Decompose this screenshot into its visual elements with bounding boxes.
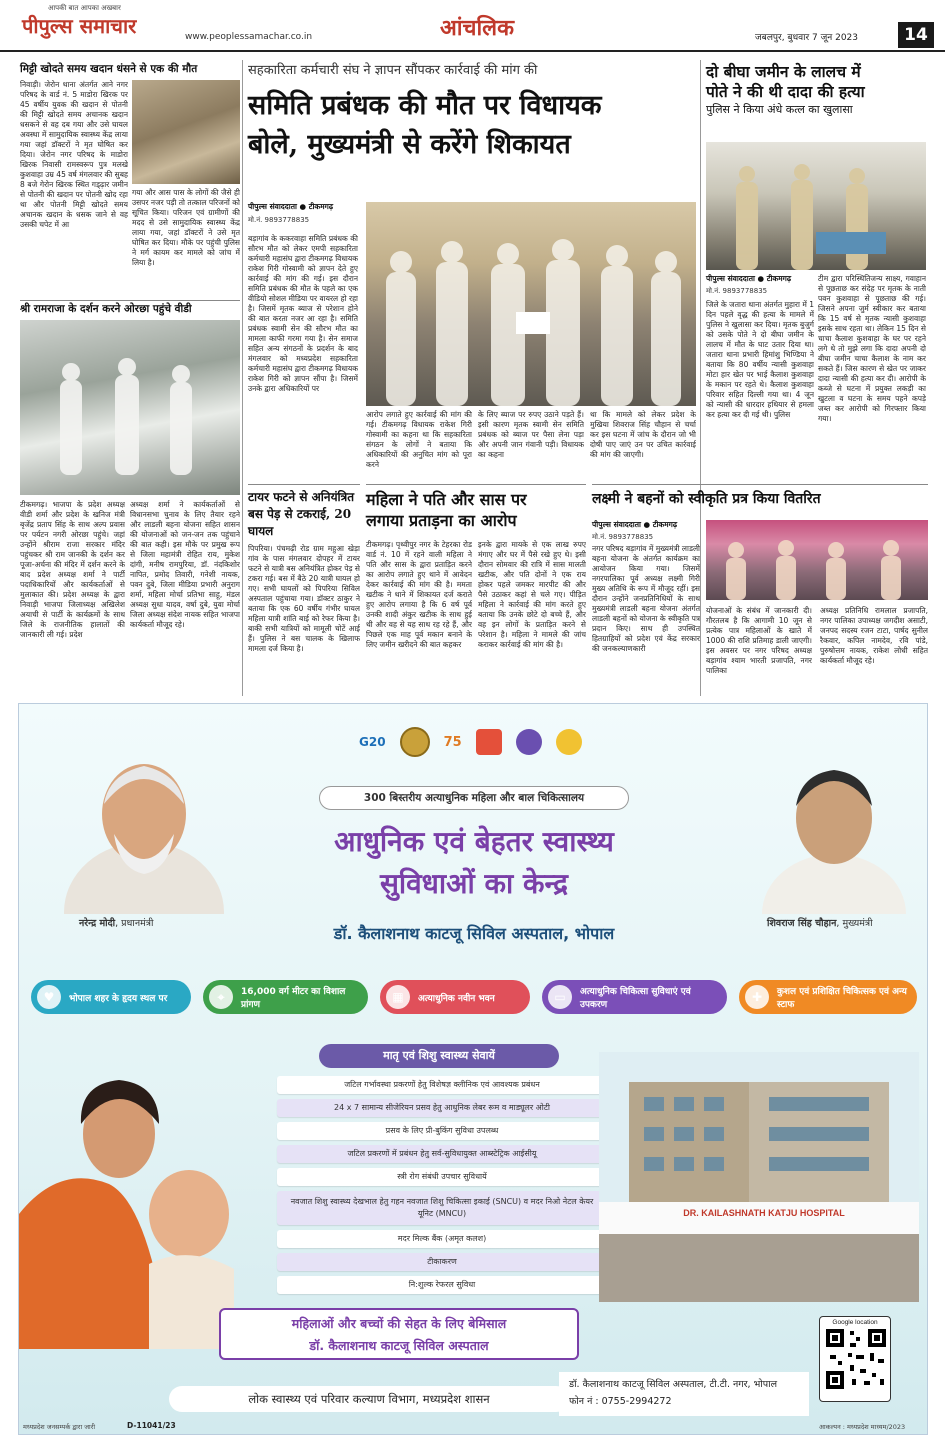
map-pin-icon: ⌖ [209, 985, 233, 1009]
masthead [0, 0, 945, 52]
headline: टायर फटने से अनियंत्रित बस पेड़ से टकराई, 20 घायल [248, 490, 355, 538]
article-text: अध्यक्ष प्रतिनिधि रामलाल प्रजापति, नगर पालिका उपाध्यक्ष जगदीश असाटी, जनपद सदस्य रजन टाटा, पार्षद सुनील रैकवार, कपिल नामदेव, रवि पांडे, पुरुषोत्तम नायक, राकेश लोधी सहित कार्यकर्ता मौजूद रहे। [820, 606, 928, 665]
feature-building [380, 980, 530, 1014]
photo-mother-child [19, 1044, 249, 1349]
building-sign: DR. KAILASHNATH KATJU HOSPITAL [683, 1208, 845, 1218]
article-text: टीकमगढ़। पृथ्वीपुर नगर के टेहरका रोड वार्ड नं. 10 में रहने वाली महिला ने पति और सास के द्वारा प्रताड़ित करने का आरोप लगाते हुए थाने में आवेदन देकर कार्रवाई की मांग की है। ममता खटीक ने थाने में शिकायत दर्ज कराते हुए आरोप लगाया है कि 6 वर्ष पूर्व उनकी शादी अंकुर खटीक के साथ हुई थी और वह से यह साथ रह रहे हैं, और पिछले एक माह पूर्व मकान बनाने के लिए जमीन खरीदने की बात कहकर [366, 540, 472, 649]
headline: श्री रामराजा के दर्शन करने ओरछा पहुंचे वीडी [20, 303, 192, 315]
tagline-box [219, 1308, 579, 1360]
story-orchha-visit [20, 302, 240, 692]
heart-pin-icon: ♥ [37, 985, 61, 1009]
logo-tagline: आपकी बात आपका अखबार [48, 4, 121, 12]
feature-row [31, 980, 917, 1014]
issuer-note: मध्यप्रदेश जनसम्पर्क द्वारा जारी [23, 1423, 96, 1431]
banner-pill: 300 बिस्तरीय अत्याधुनिक महिला और बाल चिकित्सालय [319, 786, 629, 810]
service-item: मदर मिल्क बैंक (अमृत कलश) [277, 1230, 607, 1248]
article-text: नगर परिषद बड़ागांव में मुख्यमंत्री लाडली बहना योजना के अंतर्गत कार्यक्रम का आयोजन किया गया। जिसमें नगरपालिका पूर्व अध्यक्ष लक्ष्मी गिरी मुख्य अतिथि के रूप में मौजूद रहीं। इस दौरान उन्होंने जनप्रतिनिधियों के साथ मुख्यमंत्री लाडली बहना योजना अंतर्गत लाडली बहनों को योजना के स्वीकृति पत्र प्रदान किए। साथ ही उपस्थित हितग्राहियों को प्रदेश एवं केंद्र सरकार की जनकल्याणकारी [592, 544, 700, 653]
article-text: निवाड़ी। जेरोन थाना अंतर्गत आने नगर परिषद के वार्ड नं. 5 माडोरा खिरक पर 45 वर्षीय युवक की खदान से पोतनी की मिट्टी खोदते समय अचानक खदान धसकने से वह दब गया और उसे घायल अवस्था में सामुदायिक स्वास्थ्य केंद्र लाया गया जहां डॉक्टरों ने मृत घोषित कर दिया। जेरोन नगर परिषद के माडोरा खिरक निवासी रामस्वरूप पुत्र मलखे कुशवाहा उम्र 45 वर्ष मंगलवार की सुबह 8 बजे गेरोन खिरक स्थित गड्ढ़ार जमीन से पोतनी की खदान पर पोतनी खोद रहा था और पोतनी मिट्टी खोदते समय अचानक खदान के धसक जाने से वह उसकी चपेट में आ [20, 80, 128, 229]
byline: पीपुल्स संवाददाता ● टीकमगढ़ [706, 274, 792, 283]
photo-women-silhouettes [706, 520, 928, 600]
feature-staff [739, 980, 917, 1014]
tagline: महिलाओं और बच्चों की सेहत के लिए बेमिसाल [291, 1316, 507, 1331]
subheadline: पुलिस ने किया अंधे कत्ल का खुलासा [706, 103, 853, 116]
story-harassment [366, 484, 586, 694]
cm-portrait-illustration [759, 744, 909, 914]
website-url[interactable]: www.peoplessamachar.co.in [185, 32, 313, 42]
pm-portrait-illustration [59, 734, 229, 914]
service-item: स्त्री रोग संबंधी उपचार सुविधायें [277, 1168, 607, 1186]
headline: मिट्टी खोदते समय खदान धंसने से एक की मौत [20, 63, 198, 75]
services-list [277, 1076, 607, 1304]
article-text: पिपरिया। पंचमढ़ी रोड ग्राम महुआ खेड़ा गांव के पास मंगलवार दोपहर में टायर फटने से यात्री बस अनियंत्रित होकर पेड़ से टकरा गई। बस में बैठे 20 यात्री घायल हो गए। सभी घायलों को पिपरिया सिविल अस्पताल पहुंचाया गया। डॉक्टर ठाकुर ने बताया कि एक 60 वर्षीय गंभीर घायल महिला यात्री शांति बाई को रेफर किया है। बाकी सभी यात्रियों को मामूली चोटें आई हैं। पुलिस ने बस चालक के खिलाफ मामला दर्ज किया है। [248, 544, 360, 653]
article-text: टीकमगढ़। भाजपा के प्रदेश अध्यक्ष वीडी शर्मा और प्रदेश के खनिज मंत्री बृजेंद्र प्रताप सिंह के साथ अल्प प्रवास पर पर्यटन नगरी ओरछा पहुंचे। जहां उन्होंने श्रीराम राजा सरकार मंदिर पहुंचकर श्री राम जानकी के दर्शन कर पूजा-अर्चना की मंदिर में दर्शन करने के बाद प्रदेश अध्यक्ष शर्मा ने पार्टी पदाधिकारियों और कार्यकर्ताओं से मुलाकात की। प्रदेश अध्यक्ष के द्वारा निवाड़ी भाजपा जिलाध्यक्ष अखिलेश अयाची से पार्टी के कार्यक्रमों के साथ जिले के राजनीतिक हालातों की जानकारी ली गई। प्रदेश [20, 500, 125, 639]
pm-caption [79, 916, 239, 929]
article-text: था कि मामले को लेकर प्रदेश के मुखिया शिवराज सिंह चौहान से चर्चा कर इस घटना में जांच के दौरान जो भी दोषी पाए जाएं उन पर उचित कार्रवाई की मांग की जाएगी। [590, 410, 696, 459]
design-credit: आकल्पन : मध्यप्रदेश माध्यम/2023 [819, 1423, 906, 1431]
feature-campus [203, 980, 368, 1014]
story-divider [20, 300, 240, 301]
memorandum-paper [516, 312, 550, 334]
article-text: अध्यक्ष शर्मा ने कार्यकर्ताओं से विधानसभा चुनाव के लिए तैयार रहने और लाडली बहना योजना सहित शासन की योजनाओं को जन-जन तक पहुंचाने की बात कही। इस मौके पर प्रमुख रूप से जिला महामंत्री रोहित राय, मुकेश दांगी, मनीष रामपुरिया, डॉ. नंदकिशोर नापित, प्रमोद तिवारी, गनेशी नायक, पवन दुबे, जिला मीडिया प्रभारी अनुराग शर्मा, महिला मोर्चा प्रतिभा साहू, मंडल अध्यक्ष सुधा यादव, वर्षा दुबे, युवा मोर्चा जिला अध्यक्ष संदेश नायक सहित भाजपा कार्यकर्ता मौजूद रहे। [130, 500, 240, 629]
section-title: आंचलिक [440, 15, 514, 41]
g20-logo: G20 [359, 735, 386, 749]
photo-memorandum [366, 202, 696, 406]
article-text: योजनाओं के संबंध में जानकारी दी। गौरतलब है कि आगामी 10 जून से प्रत्येक पात्र महिलाओं के खाते में 1000 की राशि प्रतिमाह डाली जाएगी। इस अवसर पर नगर परिषद अध्यक्ष बड़ागांव श्याम भारती प्रजापति, नगर पालिका [706, 606, 812, 675]
photo-leaders-walking [20, 320, 240, 495]
article-text: आरोप लगाते हुए कार्रवाई की मांग की गई। टीकमगढ़ विधायक राकेश गिरी गोस्वामी का कहना था कि सहकारिता संगठन के लोगों ने बताया कि अधिकारियों की अनुचित मांग को पूरा करने [366, 410, 472, 469]
page-number: 14 [898, 22, 934, 48]
story-divider [248, 484, 360, 485]
pm-name: नरेन्द्र मोदी [79, 918, 116, 929]
government-logos [359, 724, 599, 760]
hospital-address: डॉ. कैलाशनाथ काटजू सिविल अस्पताल, टी.टी. नगर, भोपाल [569, 1379, 778, 1390]
photo-police-press [706, 142, 926, 270]
byline-box [592, 520, 700, 542]
hospital-phone[interactable]: फोन नं : 0755-2994272 [569, 1396, 672, 1407]
cm-name: शिवराज सिंह चौहान [767, 918, 837, 929]
story-divider [592, 484, 928, 485]
feature-label: कुशल एवं प्रशिक्षित चिकित्सक एवं अन्य स्टाफ [777, 987, 907, 1010]
qr-label: Google location [832, 1319, 878, 1326]
table-cloth [816, 232, 886, 254]
byline: पीपुल्स संवाददाता ● टीकमगढ़ [592, 520, 678, 529]
service-item: नवजात शिशु स्वास्थ्य देखभाल हेतु गहन नवजात शिशु चिकित्सा इकाई (SNCU) व मदर निओ नेटल केयर यूनिट (MNCU) [277, 1191, 607, 1225]
department-bar: लोक स्वास्थ्य एवं परिवार कल्याण विभाग, मध्यप्रदेश शासन [169, 1386, 569, 1412]
feature-label: 16,000 वर्ग मीटर का विशाल प्रांगण [241, 987, 346, 1010]
story-grandfather-murder [706, 62, 926, 482]
ayushman-logo-icon [516, 729, 542, 755]
article-text: बड़ागांव के ककरवाहा समिति प्रबंधक की सौरभ मौत को लेकर एमपी सहकारिता कर्मचारी महासंघ द्वारा टीकमगढ़ विधायक राकेश गिरी गोस्वामी को ज्ञापन देते हुए कार्रवाई की मांग की गई। इस दौरान समिति प्रबंधक की मौत के पहले का एक वीडियो सोशल मीडिया पर वायरल हो रहा है। जिसमें मृतक ब्याज से परेशान होने की बात करता नजर आ रहा है। समिति प्रबंधक स्वामी सेन की सौरभ मौत का मामला काफी गरमा गया है। सेन समाज सहित अन्य संगठनों के प्रदर्शन के बाद मंगलवार को मध्यप्रदेश सहकारिता कर्मचारी महासंघ द्वारा टीकमगढ़ विधायक राकेश गिरी को ज्ञापन सौंपा है। जिसमें उनके द्वारा अधिकारियों पर [248, 234, 358, 393]
byline: पीपुल्स संवाददाता ● टीकमगढ़ [248, 202, 334, 211]
kicker: सहकारिता कर्मचारी संघ ने ज्ञापन सौंपकर कार्रवाई की मांग की [248, 63, 538, 78]
newspaper-logo[interactable]: पीपुल्स समाचार [22, 14, 137, 38]
byline-box [248, 202, 358, 225]
story-laadli-behna [592, 484, 928, 694]
feature-label: अत्याधुनिक नवीन भवन [418, 993, 495, 1004]
article-text: इनके द्वारा मायके से एक लाख रुपए मंगाए और घर में पैसे रखे हुए थे। इसी दौरान सोमवार की रात्रि में सास मालती खटीक, और पति दोनों ने एक राय होकर पहले जमकर मारपीट की और पैसे उठाकर कहां से चले गए। पीड़ित महिला ने कार्रवाई की मांग करते हुए बताया कि उनके छोटे दो बच्चे हैं, और वह इन लोगों के प्रताड़ित करने से परेशान है। महिला ने मामले की जांच कराकर कार्रवाई की मांग की है। [478, 540, 586, 649]
tagline: डॉ. कैलाशनाथ काटजू सिविल अस्पताल [309, 1338, 489, 1353]
ad-title: आधुनिक एवं बेहतर स्वास्थ्य [334, 825, 614, 858]
reporter-mobile: मो.नं. 9893778835 [248, 216, 310, 224]
story-mine-collapse [20, 62, 240, 297]
ad-code: D-11041/23 [127, 1421, 176, 1430]
photo-group-silhouettes [366, 202, 696, 406]
service-item: नि:शुल्क रेफरल सुविधा [277, 1276, 607, 1294]
photo-distribution [706, 520, 928, 600]
portrait-pm [59, 734, 229, 914]
hospital-building-illustration [599, 1052, 919, 1302]
photo-mine-site [132, 80, 240, 184]
address-box [559, 1372, 809, 1416]
family-logo-icon [476, 729, 502, 755]
feature-label: अत्याधुनिक चिकित्सा सुविधाएं एवं उपकरण [580, 987, 691, 1010]
pm-role: , प्रधानमंत्री [115, 918, 154, 929]
headline: महिला ने पति और सास पर [366, 490, 527, 509]
building-graphic [599, 1052, 919, 1302]
story-divider [366, 484, 586, 485]
story-bus-accident [248, 484, 360, 694]
portrait-cm [759, 744, 909, 914]
ad-title: सुविधाओं का केन्द्र [379, 867, 569, 900]
hospital-advertisement[interactable] [18, 703, 928, 1435]
cm-caption [767, 916, 927, 929]
service-item: जटिल गर्भावस्था प्रकरणों हेतु विशेषज्ञ क्लीनिक एवं आवश्यक प्रबंधन [277, 1076, 607, 1094]
article-text: जिले के जतारा थाना अंतर्गत मुहारा में 1 दिन पहले वृद्ध की हत्या के मामले में पुलिस ने खुलासा कर दिया। मृतक बुजुर्ग को उसके पोते ने दो बीघा जमीन के लालच में मौत के घाट उतार दिया था। जतारा थाना प्रभारी हिमांशु भिण्डिया ने बताया कि 80 वर्षीय न्यासी कुशवाहा मोटा हार खेत पर भाई कैलाश कुशवाहा के मकान पर रहते थे। कैलाश कुशवाहा परिवार सहित दिल्ली गया था। 4 जून को न्यासी की धारदार हथियार से हमला कर हत्या कर दी गई थी। पुलिस [706, 300, 814, 419]
ad-footer [19, 1364, 928, 1435]
monitor-icon: ▭ [548, 985, 572, 1009]
azadi-logo: 75 [443, 734, 462, 750]
headline: दो बीघा जमीन के लालच में [706, 62, 861, 81]
feature-equipment [542, 980, 727, 1014]
headline: पोते ने की थी दादा की हत्या [706, 82, 865, 101]
headline: बोले, मुख्यमंत्री से करेंगे शिकायत [248, 129, 571, 160]
service-item: टीकाकरण [277, 1253, 607, 1271]
service-item: प्रसव के लिए प्री-बुकिंग सुविधा उपलब्ध [277, 1122, 607, 1140]
headline: लगाया प्रताड़ना का आरोप [366, 511, 517, 530]
service-item: 24 x 7 सामान्य सीजेरियन प्रसव हेतु आधुनिक लेबर रूम व माड्यूलर ओटी [277, 1099, 607, 1117]
byline-box [706, 274, 814, 296]
headline: लक्ष्मी ने बहनों को स्वीकृति प्रत्र किया वितरित [592, 491, 821, 507]
feature-label: भोपाल शहर के हृदय स्थल पर [69, 993, 168, 1004]
mp-emblem-icon [400, 727, 430, 757]
story-society-manager [248, 62, 696, 482]
mother-child-illustration [19, 1044, 249, 1349]
services-title: मातृ एवं शिशु स्वास्थ्य सेवायें [319, 1044, 559, 1068]
health-dept-logo-icon [556, 729, 582, 755]
service-item: जटिल प्रकरणों में प्रबंधन हेतु सर्व-सुविधायुक्त आब्स्टेट्रिक आईसीयू [277, 1145, 607, 1163]
photo-people-silhouettes [20, 320, 240, 495]
building-icon: ▦ [386, 985, 410, 1009]
dateline: जबलपुर, बुधवार 7 जून 2023 [755, 33, 859, 43]
article-text: टीम द्वारा परिस्थितिजन्य साक्ष्य, गवाहान से पूछताछ कर संदेह पर मृतक के नाती पवन कुशवाहा से पूछताछ की गई। जिसने अपना जुर्म स्वीकार कर बताया कि 15 वर्ष से मृतक न्यासी कुशवाहा इसके साथ रहता था। लेकिन 15 दिन से चाचा कैलाश कुशवाहा के घर पर रहने लगे थे तो मुझे लगा कि दादा अपनी दो बीघा जमीन चाचा कैलाश के नाम कर सकते हैं। जिस कारण से खेत पर जाकर दादा न्यासी की हत्या कर दी। आरोपी के कब्जे से घटना में प्रयुक्त लकड़ी का खुटला व घटना के समय पहने कपड़े जब्त कर आरोपी को गिरफ्तार किया गया। [818, 274, 926, 423]
headline: समिति प्रबंधक की मौत पर विधायक [248, 90, 602, 121]
feature-location [31, 980, 191, 1014]
column-divider [242, 60, 243, 696]
reporter-mobile: मो.नं. 9893778835 [706, 287, 768, 295]
ad-hospital-name: डॉ. कैलाशनाथ काटजू सिविल अस्पताल, भोपाल [333, 924, 615, 943]
article-text: गया और आस पास के लोगों की जैसे ही उसपर नजर पड़ी तो तत्काल परिजनों को सूचित किया। परिजन एवं ग्रामीणों की मदद से उसे सामुदायिक स्वास्थ्य केंद्र लाया गया, जहां डॉक्टरों ने उसे मृत घोषित कर दिया। मौके पर पहुंची पुलिस ने मर्ग कायम कर मामले को जांच में लिया है। [132, 188, 240, 267]
photo-police-silhouettes [706, 142, 926, 270]
doctor-icon: ✚ [745, 985, 769, 1009]
cm-role: , मुख्यमंत्री [836, 918, 873, 929]
article-text: के लिए ब्याज पर रुपए उठाने पड़ते हैं। इसी कारण मृतक स्वामी सेन समिति प्रबंधक को ब्याज पर पैसा लेना पड़ा और अपनी जान गंवानी पड़ी। विधायक का कहना [478, 410, 584, 459]
reporter-mobile: मो.नं. 9893778835 [592, 533, 654, 541]
